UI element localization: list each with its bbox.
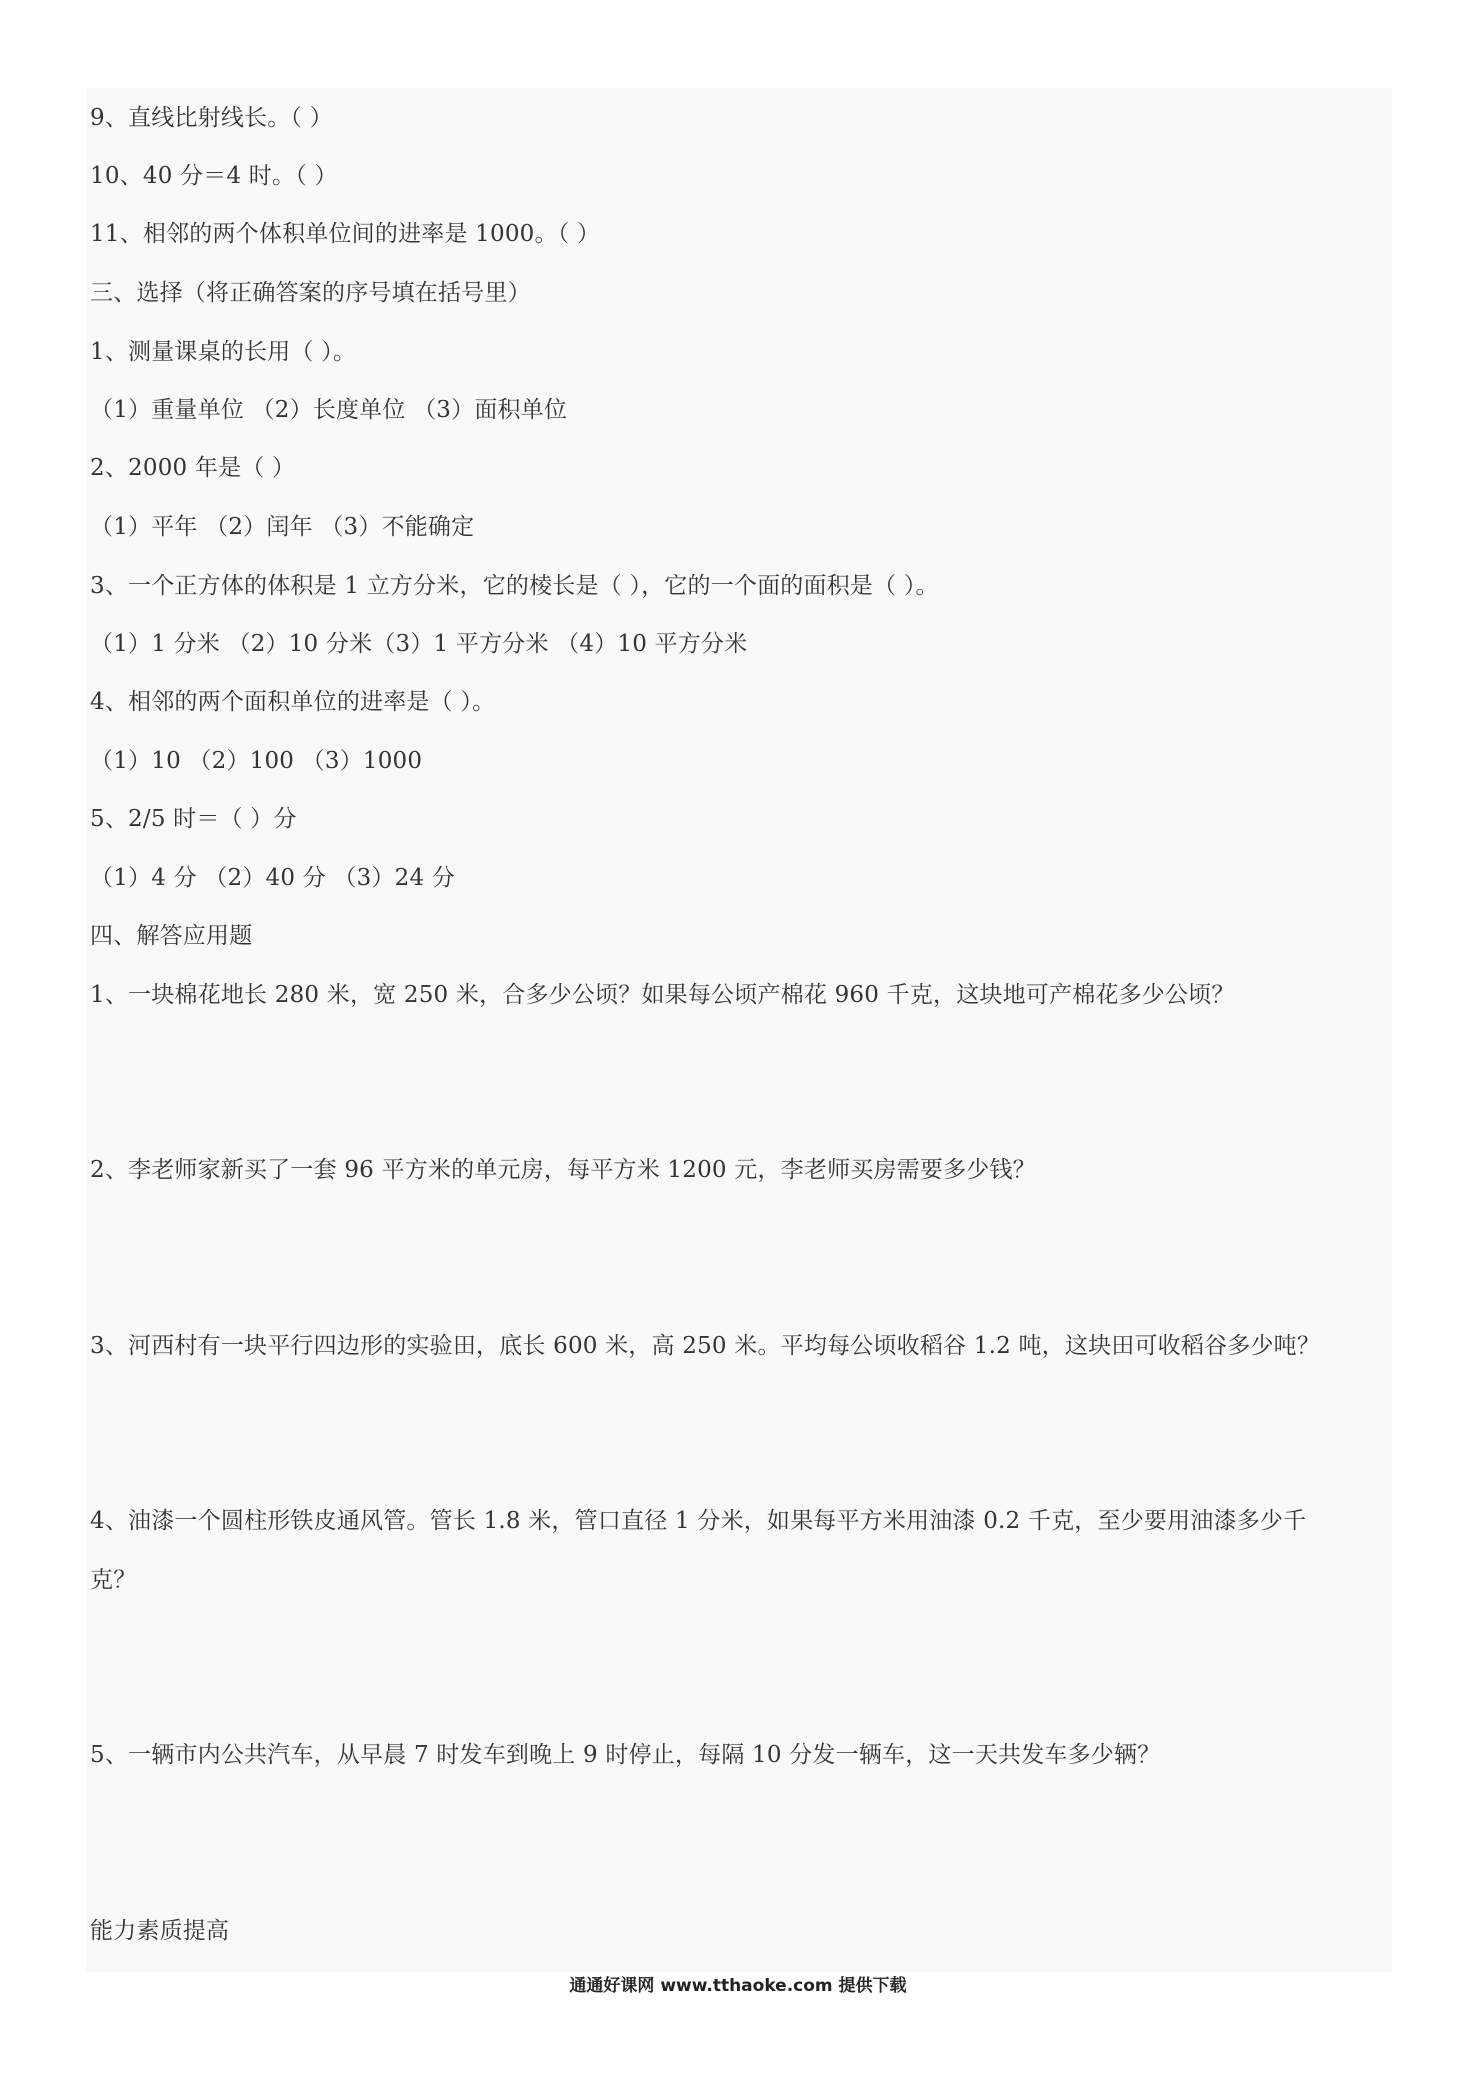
word-problem-4: 4、油漆一个圆柱形铁皮通风管。管长 1.8 米，管口直径 1 分米，如果每平方米用油漆 0.2 千克，至少要用油漆多少千 bbox=[90, 1508, 1307, 1534]
ability-section-heading: 能力素质提高 bbox=[90, 1918, 230, 1944]
choice-options-2: （1）平年 （2）闰年 （3）不能确定 bbox=[90, 514, 475, 540]
question-9: 9、直线比射线长。（ ） bbox=[90, 105, 333, 131]
word-problem-3: 3、河西村有一块平行四边形的实验田，底长 600 米，高 250 米。平均每公顷收稻谷 1.2 吨，这块田可收稻谷多少吨？ bbox=[90, 1333, 1321, 1359]
question-11: 11、相邻的两个体积单位间的进率是 1000。（ ） bbox=[90, 221, 601, 247]
choice-question-4: 4、相邻的两个面积单位的进率是（ ）。 bbox=[90, 689, 496, 715]
choice-options-4: （1）10 （2）100 （3）1000 bbox=[90, 748, 423, 774]
section-three-heading: 三、选择（将正确答案的序号填在括号里） bbox=[90, 280, 531, 306]
choice-question-5: 5、2/5 时＝（ ）分 bbox=[90, 806, 297, 832]
footer-text: 通通好课网 www.tthaoke.com 提供下载 bbox=[569, 1976, 907, 1996]
choice-options-1: （1）重量单位 （2）长度单位 （3）面积单位 bbox=[90, 397, 568, 423]
word-problem-2: 2、李老师家新买了一套 96 平方米的单元房，每平方米 1200 元，李老师买房需要多少钱？ bbox=[90, 1157, 1036, 1183]
choice-question-2: 2、2000 年是（ ） bbox=[90, 455, 296, 481]
page-panel bbox=[86, 88, 1392, 1972]
choice-options-5: （1）4 分 （2）40 分 （3）24 分 bbox=[90, 865, 456, 891]
choice-options-3: （1）1 分米 （2）10 分米（3）1 平方分米 （4）10 平方分米 bbox=[90, 631, 748, 657]
word-problem-4-continued: 克？ bbox=[90, 1567, 137, 1593]
word-problem-1: 1、一块棉花地长 280 米，宽 250 米，合多少公顷？如果每公顷产棉花 960 千克，这块地可产棉花多少公顷？ bbox=[90, 982, 1235, 1008]
section-four-heading: 四、解答应用题 bbox=[90, 923, 253, 949]
word-problem-5: 5、一辆市内公共汽车，从早晨 7 时发车到晚上 9 时停止，每隔 10 分发一辆车，这一天共发车多少辆？ bbox=[90, 1742, 1161, 1768]
choice-question-3: 3、一个正方体的体积是 1 立方分米，它的棱长是（ ），它的一个面的面积是（ ）。 bbox=[90, 573, 939, 599]
question-10: 10、40 分＝4 时。（ ） bbox=[90, 163, 338, 189]
choice-question-1: 1、测量课桌的长用（ ）。 bbox=[90, 339, 357, 365]
